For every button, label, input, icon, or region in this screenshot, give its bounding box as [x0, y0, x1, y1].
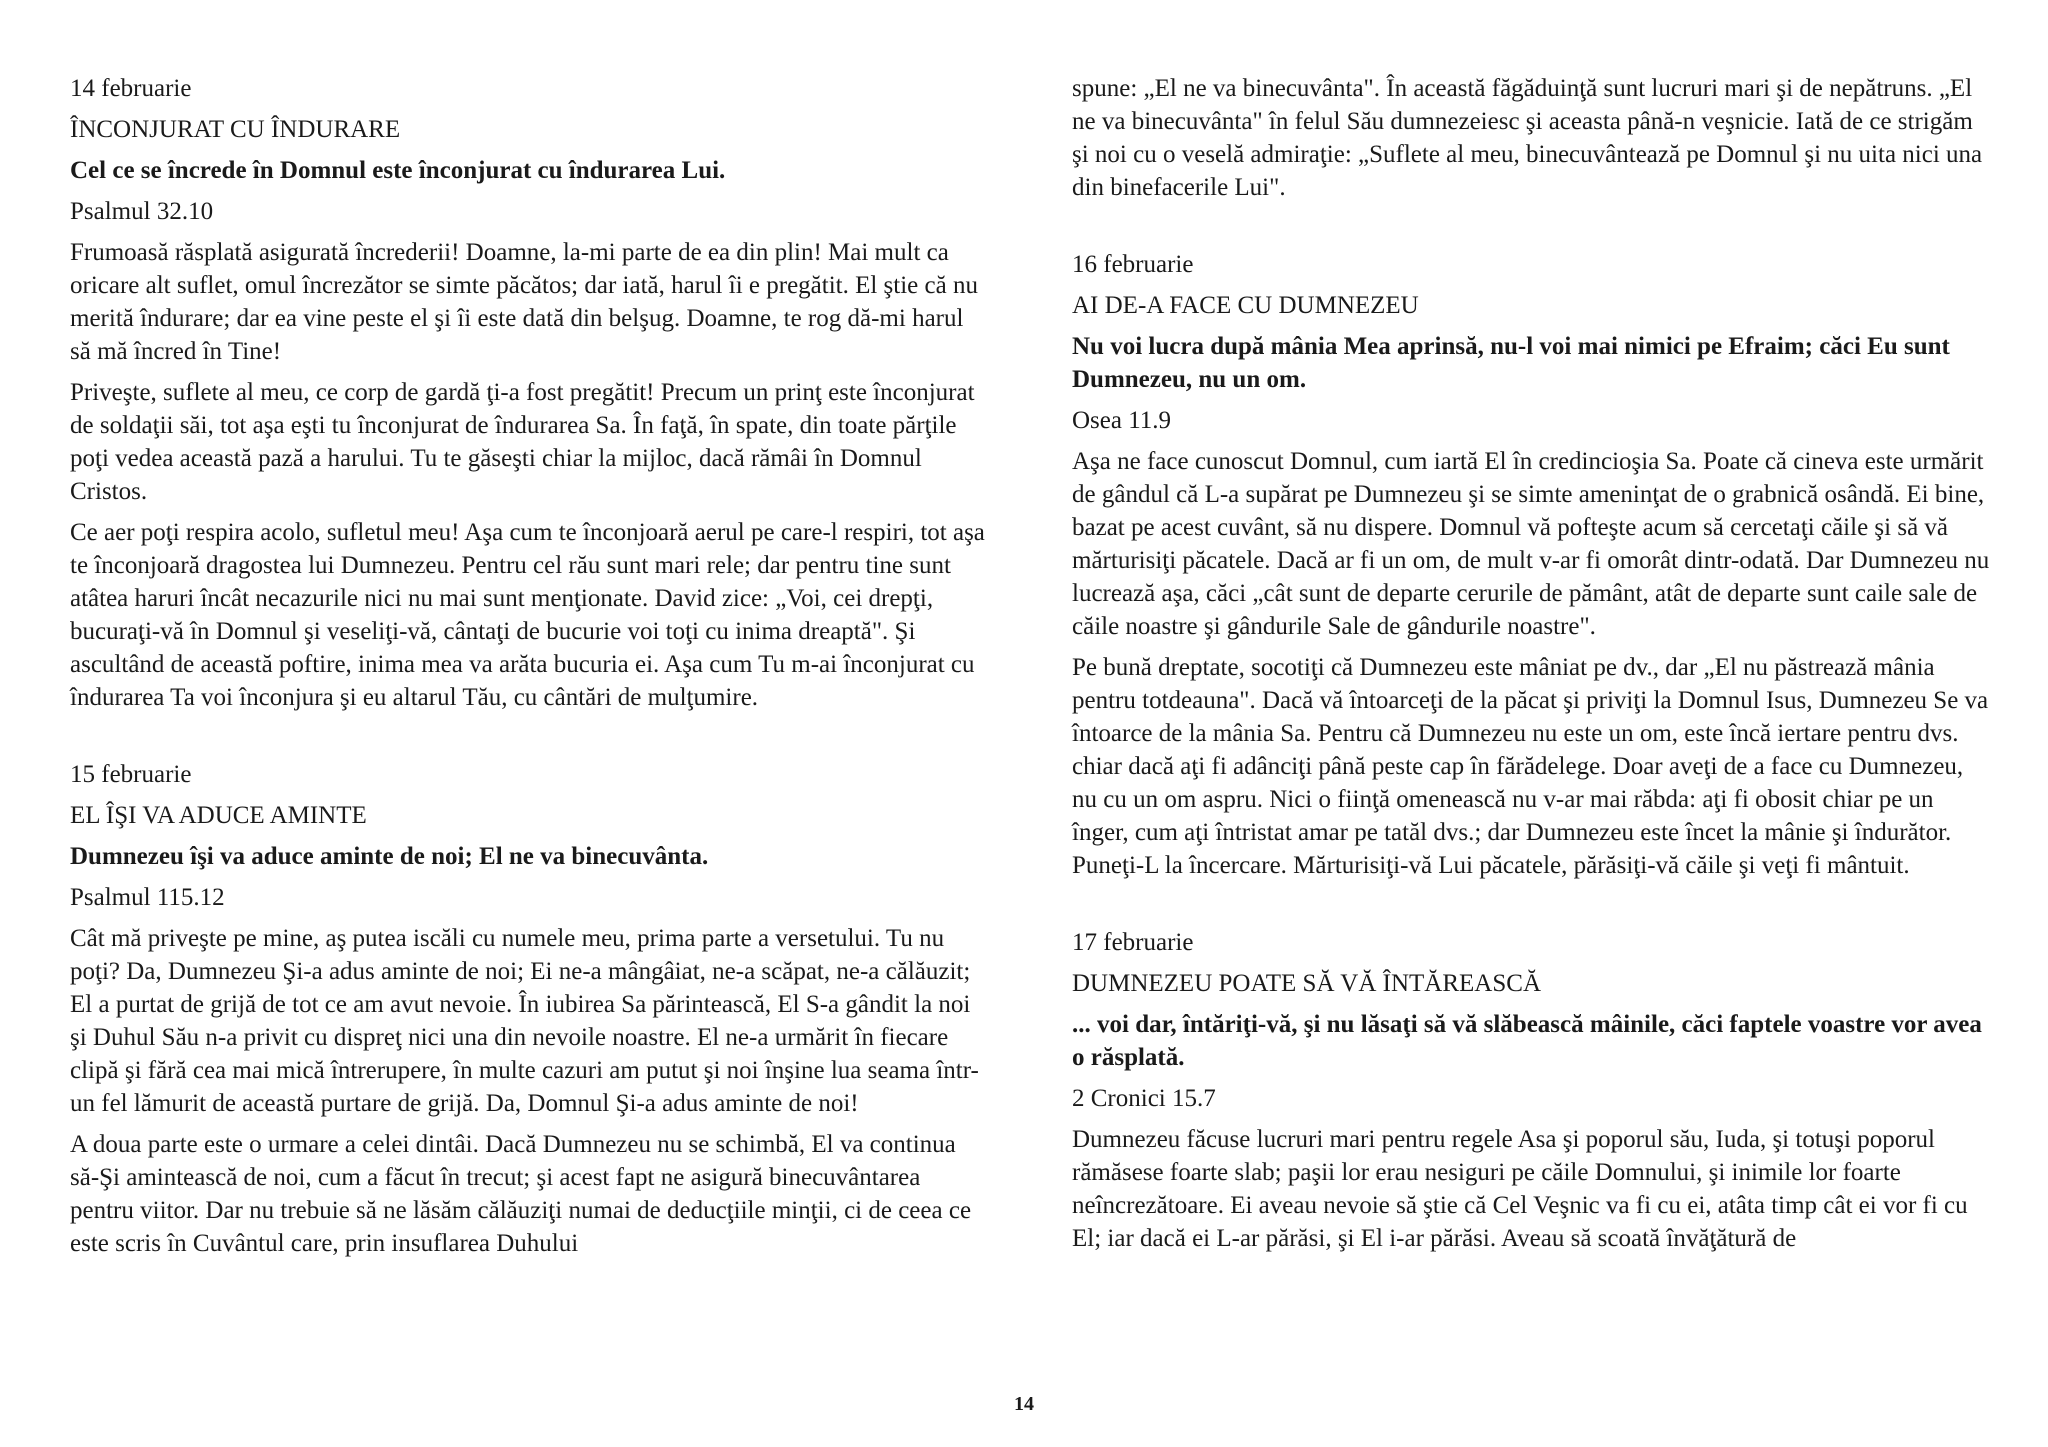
entry-paragraph: Aşa ne face cunoscut Domnul, cum iartă El în credincioşia Sa. Poate că cineva este urmărit de gândul că L-a supărat pe Dumnezeu şi se simte ameninţat de o grabnică osândă. Ei bine, bazat pe acest cuvânt, să nu dispere. Domnul vă pofteşte acum să cercetaţi căile şi să vă mărturisiţi păcatele. Dacă ar fi un om, de mult v-ar fi omorât dintr-odată. Dar Dumnezeu nu lucrează aşa, căci „cât sunt de departe cerurile de pământ, atât de departe sunt caile sale de căile noastre şi gândurile Sale de gândurile noastre". — [1072, 448, 1990, 640]
entry-reference: Osea 11.9 — [1072, 407, 1172, 434]
entry-title: EL ÎŞI VA ADUCE AMINTE — [70, 802, 367, 829]
left-column — [70, 72, 990, 1304]
continued-text — [1072, 72, 1992, 204]
entry-reference: Psalmul 32.10 — [70, 198, 214, 225]
entry-reference: Psalmul 115.12 — [70, 884, 225, 911]
entry-paragraph: Cât mă priveşte pe mine, aş putea iscăli cu numele meu, prima parte a versetului. Tu nu poţi? Da, Dumnezeu Şi-a adus aminte de noi; Ei ne-a mângâiat, ne-a scăpat, ne-a călăuzit; El a purtat de grijă de tot ce am avut nevoie. În iubirea Sa părintească, El S-a gândit la noi şi Duhul Său n-a privit cu dispreţ nici una din nevoile noastre. El ne-a urmărit în fiecare clipă şi fără cea mai mică întrerupere, în multe cazuri am putut şi noi înşine lua seama într-un fel lămurit de această purtare de grijă. Da, Domnul Şi-a adus aminte de noi! — [70, 925, 979, 1117]
entry-title: DUMNEZEU POATE SĂ VĂ ÎNTĂREASCĂ — [1072, 970, 1541, 997]
entry-paragraph: Dumnezeu făcuse lucruri mari pentru regele Asa şi poporul său, Iuda, şi totuşi poporul rămăsese foarte slab; paşii lor erau nesiguri pe căile Domnului, şi inimile lor foarte neîncrezătoare. Ei aveau nevoie să ştie că Cel Veşnic va fi cu ei, atâta timp cât ei vor fi cu El; iar dacă ei L-ar părăsi, şi El i-ar părăsi. Aveau să scoată învăţătură de — [1072, 1126, 1968, 1252]
devotional-entry — [70, 758, 990, 1260]
entry-verse: Cel ce se încrede în Domnul este înconjurat cu îndurarea Lui. — [70, 157, 726, 184]
devotional-entry — [70, 72, 990, 714]
entry-reference: 2 Cronici 15.7 — [1072, 1085, 1216, 1112]
devotional-entry — [1072, 926, 1992, 1255]
entry-date: 16 februarie — [1072, 251, 1194, 278]
entry-verse: ... voi dar, întăriţi-vă, şi nu lăsaţi să vă slăbească mâinile, căci faptele voastre vor avea o răsplată. — [1072, 1011, 1982, 1071]
entry-verse: Dumnezeu îşi va aduce aminte de noi; El ne va binecuvânta. — [70, 843, 709, 870]
continuation-paragraph: spune: „El ne va binecuvânta". În această făgăduinţă sunt lucruri mari şi de nepătruns. „El ne va binecuvânta" în felul Său dumnezeiesc şi aceasta până-n veşnicie. Iată de ce strigăm şi noi cu o veselă admiraţie: „Suflete al meu, binecuvântează pe Domnul şi nu uita nici una din binefacerile Lui". — [1072, 75, 1983, 201]
entry-date: 15 februarie — [70, 761, 192, 788]
entry-paragraph: Pe bună dreptate, socotiţi că Dumnezeu este mâniat pe dv., dar „El nu păstrează mânia pentru totdeauna". Dacă vă întoarceţi de la păcat şi priviţi la Domnul Isus, Dumnezeu Se va întoarce de la mânia Sa. Pentru că Dumnezeu nu este un om, este încă iertare pentru dvs. chiar dacă aţi fi adânciţi până peste cap în fărădelege. Doar aveţi de a face cu Dumnezeu, nu cu un om aspru. Nici o fiinţă omenească nu v-ar mai răbda: aţi fi obosit chiar pe un înger, cum aţi întristat amar pe tatăl dvs.; dar Dumnezeu este încet la mânie şi îndurător. Puneţi-L la încercare. Mărturisiţi-vă Lui păcatele, părăsiţi-vă căile şi veţi fi mântuit. — [1072, 654, 1989, 879]
entry-paragraph: A doua parte este o urmare a celei dintâi. Dacă Dumnezeu nu se schimbă, El va continua să-Şi amintească de noi, cum a făcut în trecut; şi acest fapt ne asigură binecuvântarea pentru viitor. Dar nu trebuie să ne lăsăm călăuziţi numai de deducţiile minţii, ci de ceea ce este scris în Cuvântul care, prin insuflarea Duhului — [70, 1131, 972, 1257]
devotional-entry — [1072, 248, 1992, 882]
page-number: 14 — [1014, 1393, 1034, 1415]
right-column — [1072, 72, 1992, 1299]
entry-paragraph: Ce aer poţi respira acolo, sufletul meu! Aşa cum te înconjoară aerul pe care-l respiri, tot aşa te înconjoară dragostea lui Dumnezeu. Pentru cel rău sunt mari rele; dar pentru tine sunt atâtea haruri încât necazurile nici nu mai sunt menţionate. David zice: „Voi, cei drepţi, bucuraţi-vă în Domnul şi veseliţi-vă, cântaţi de bucurie voi toţi cu inima dreaptă". Şi ascultând de această poftire, inima mea va arăta bucuria ei. Aşa cum Tu m-ai înconjurat cu îndurarea Ta voi înconjura şi eu altarul Tău, cu cântări de mulţumire. — [70, 519, 985, 711]
entry-title: ÎNCONJURAT CU ÎNDURARE — [70, 116, 401, 143]
entry-paragraph: Priveşte, suflete al meu, ce corp de gardă ţi-a fost pregătit! Precum un prinţ este înconjurat de soldaţii săi, tot aşa eşti tu înconjurat de îndurarea Sa. În faţă, în spate, din toate părţile poţi vedea această pază a harului. Tu te găseşti chiar la mijloc, dacă rămâi în Domnul Cristos. — [70, 379, 975, 505]
entry-paragraph: Frumoasă răsplată asigurată încrederii! Doamne, la-mi parte de ea din plin! Mai mult ca oricare alt suflet, omul încrezător se simte păcătos; dar iată, harul îi e pregătit. El ştie că nu merită îndurare; dar ea vine peste el şi îi este dată din belşug. Doamne, te rog dă-mi harul să mă încred în Tine! — [70, 239, 978, 365]
entry-title: AI DE-A FACE CU DUMNEZEU — [1072, 292, 1419, 319]
entry-verse: Nu voi lucra după mânia Mea aprinsă, nu-l voi mai nimici pe Efraim; căci Eu sunt Dumnezeu, nu un om. — [1072, 333, 1950, 393]
entry-date: 17 februarie — [1072, 929, 1194, 956]
entry-date: 14 februarie — [70, 75, 192, 102]
